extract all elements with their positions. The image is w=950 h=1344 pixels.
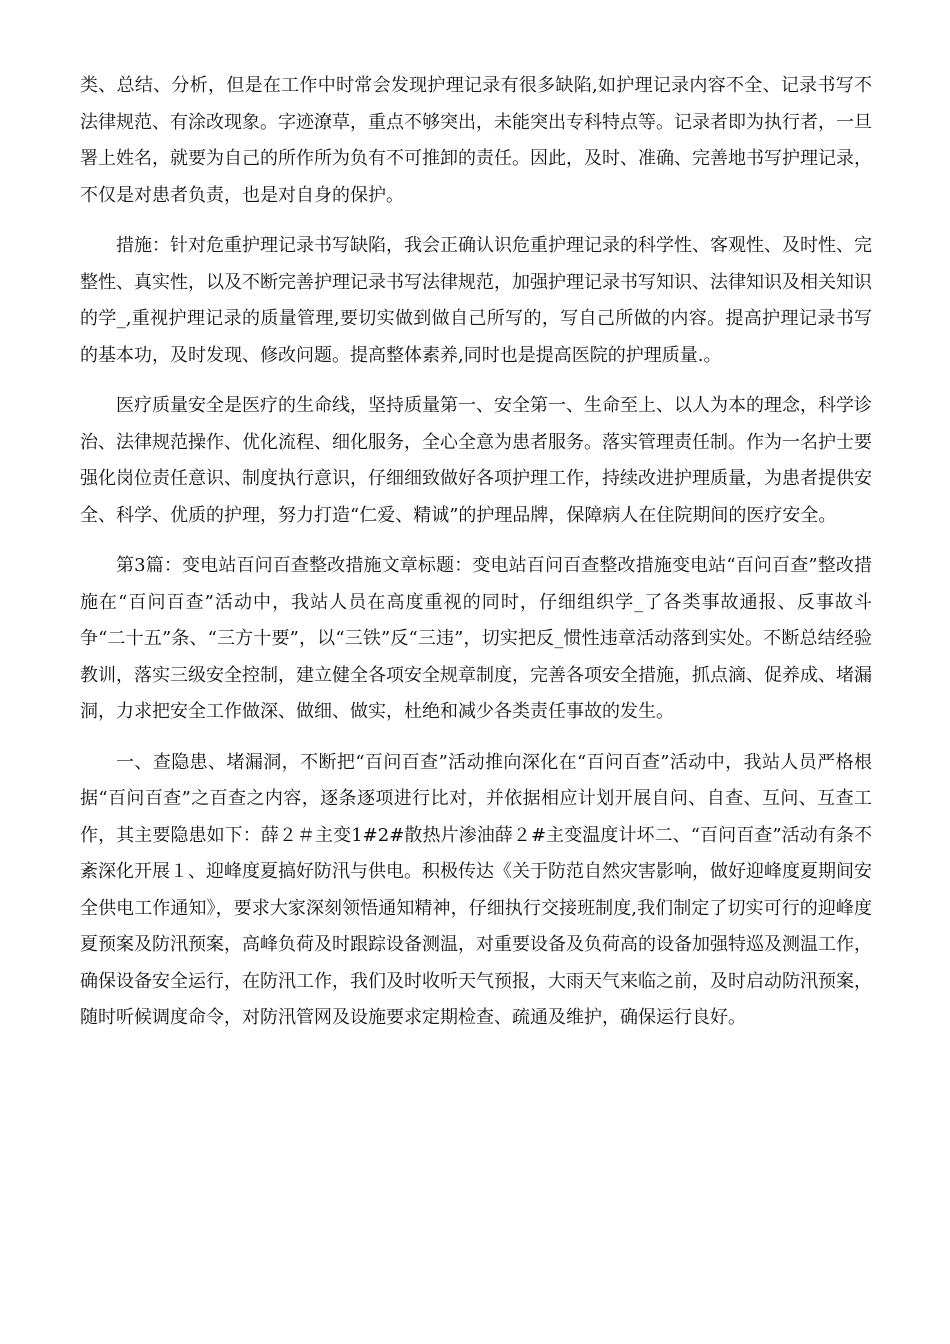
paragraph-measures: 措施：针对危重护理记录书写缺陷，我会正确认识危重护理记录的科学性、客观性、及时性、完整性、真实性，以及不断完善护理记录书写法律规范，加强护理记录书写知识、法律知识及相关知识的学_,重视护理记录的质量管理,要切实做到做自己所写的，写自己所做的内容。提高护理记录书写的基本功，及时发现、修改问题。提高整体素养,同时也是提高医院的护理质量.。 — [80, 235, 872, 366]
paragraph-article-3: 第3篇：变电站百问百查整改措施文章标题：变电站百问百查整改措施变电站“百问百查”整改措施在“百问百查”活动中，我站人员在高度重视的同时，仔细组织学_了各类事故通报、反事故斗争“二十五”条、“三方十要”，以“三铁”反“三违”，切实把反_惯性违章活动落到实处。不断总结经验教训，落实三级安全控制，建立健全各项安全规章制度，完善各项安全措施，抓点滴、促养成、堵漏洞，力求把安全工作做深、做细、做实，杜绝和减少各类责任事故的发生。 — [80, 555, 872, 722]
paragraph-quality-safety: 医疗质量安全是医疗的生命线，坚持质量第一、安全第一、生命至上、以人为本的理念，科学诊治、法律规范操作、优化流程、细化服务，全心全意为患者服务。落实管理责任制。作为一名护士要强化岗位责任意识、制度执行意识，仔细细致做好各项护理工作，持续改进护理质量，为患者提供安全、科学、优质的护理，努力打造“仁爱、精诚”的护理品牌，保障病人在住院期间的医疗安全。 — [80, 395, 872, 526]
paragraph-continuation: 类、总结、分析，但是在工作中时常会发现护理记录有很多缺陷,如护理记录内容不全、记录书写不法律规范、有涂改现象。字迹潦草，重点不够突出，未能突出专科特点等。记录者即为执行者，一旦署上姓名，就要为自己的所作所为负有不可推卸的责任。因此，及时、准确、完善地书写护理记录，不仅是对患者负责，也是对自身的保护。 — [80, 75, 872, 206]
document-body — [80, 68, 872, 1051]
paragraph-section-1: 一、查隐患、堵漏洞，不断把“百问百查”活动推向深化在“百问百查”活动中，我站人员严格根据“百问百查”之百查之内容，逐条逐项进行比对，并依据相应计划开展自问、自查、互问、互查工作，其主要隐患如下：薛２＃主变1#2#散热片渗油薛２#主变温度计坏二、“百问百查”活动有条不紊深化开展１、迎峰度夏搞好防汛与供电。积极传达《关于防范自然灾害影响，做好迎峰度夏期间安全供电工作通知》，要求大家深刻领悟通知精神，仔细执行交接班制度,我们制定了切实可行的迎峰度夏预案及防汛预案，高峰负荷及时跟踪设备测温，对重要设备及负荷高的设备加强特巡及测温工作，确保设备安全运行，在防汛工作，我们及时收听天气预报，大雨天气来临之前，及时启动防汛预案，随时听候调度命令，对防汛管网及设施要求定期检查、疏通及维护，确保运行良好。 — [80, 751, 872, 1028]
